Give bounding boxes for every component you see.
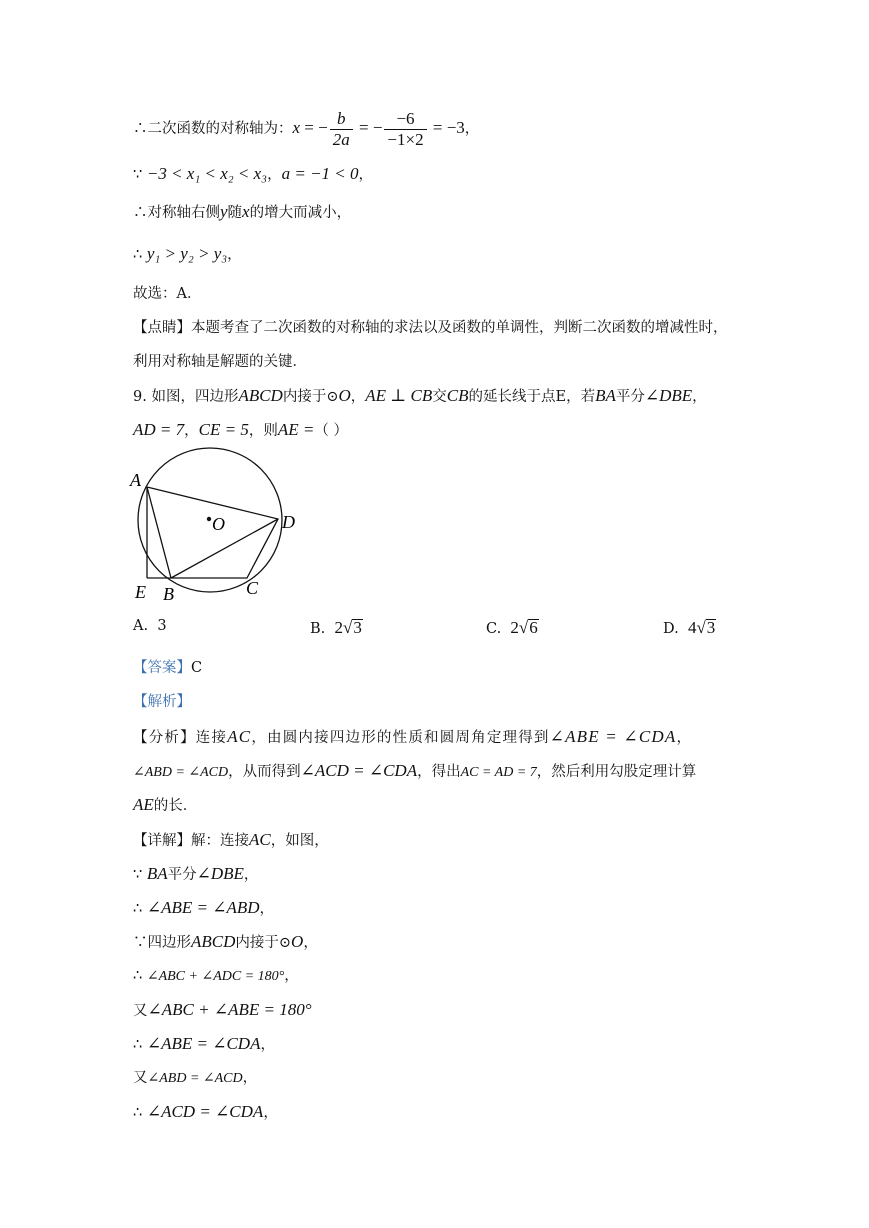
math: ∠ABE = ∠CDA (549, 727, 677, 746)
detail-line-4 (133, 966, 299, 987)
text: 平分 (167, 867, 197, 883)
math: BA (595, 386, 616, 405)
math: ABCD (191, 932, 236, 951)
frac-den: −1×2 (387, 129, 424, 149)
math: AE = (277, 420, 315, 439)
text: ， (243, 867, 259, 883)
analysis-line-1 (133, 727, 692, 748)
text: ，从而得到 (228, 764, 301, 780)
text: ， (350, 389, 366, 405)
label-d: D (282, 512, 295, 532)
math: AE ⊥ CB (365, 386, 433, 405)
label-c: C (246, 578, 259, 598)
text: 内接于⊙ (282, 389, 339, 405)
fraction-b-over-2a (330, 109, 353, 150)
text: ∴二次函数的对称轴为： (133, 121, 293, 137)
analysis-line-2 (133, 761, 696, 783)
text: 的长． (153, 798, 198, 814)
text: ， (260, 1037, 275, 1053)
math: CB (446, 386, 469, 405)
center-dot (207, 517, 211, 521)
detail-line-0 (133, 830, 329, 851)
math-x: x (292, 118, 301, 137)
math: O (338, 386, 351, 405)
text: ∵四边形 (133, 935, 191, 951)
text: ，得出 (417, 764, 461, 780)
math: ∠ABC + ∠ABE = 180° (147, 1000, 312, 1019)
math: = − (300, 118, 328, 137)
detail-line-5 (133, 1000, 312, 1021)
text: 平分 (615, 389, 645, 405)
detail-line-3 (133, 932, 318, 953)
option-d (663, 618, 716, 638)
text: ∴对称轴右侧 (133, 205, 220, 221)
math: ∠ABC + ∠ADC = 180° (146, 969, 285, 984)
text: ∴ (133, 1037, 147, 1053)
answer-line (133, 658, 202, 678)
math: a = −1 < 0 (281, 164, 359, 183)
text: ∴ (133, 247, 147, 263)
monotonic-line (133, 202, 351, 223)
text: ，然后利用勾股定理计算 (536, 764, 697, 780)
math: −3 < x₁ < x₂ < x₃ (146, 164, 268, 183)
option-value: 3 (157, 618, 167, 634)
option-label: D. (663, 621, 679, 637)
text: ∴ (133, 1105, 147, 1121)
math: AE (133, 795, 154, 814)
label-e: E (135, 582, 146, 602)
detail-line-2 (133, 898, 274, 919)
sqrt-sign: √ (342, 618, 353, 637)
detail-line-7 (133, 1068, 257, 1089)
text: 交 (432, 389, 447, 405)
option-label: B. (310, 621, 326, 637)
radicand: 6 (529, 618, 538, 637)
text: ， (263, 1105, 278, 1121)
math: y (220, 202, 228, 221)
math: ∠ABD = ∠ACD (133, 765, 229, 780)
frac-num: −6 (384, 109, 426, 130)
text: 【分析】连接 (133, 730, 228, 746)
detail-line-8 (133, 1102, 278, 1123)
text: 随 (227, 205, 243, 221)
option-a (133, 618, 167, 634)
math: AC (227, 727, 252, 746)
text: 又 (133, 1003, 148, 1019)
math: ∠ACD = ∠CDA (146, 1102, 264, 1121)
math: = −3 (428, 118, 465, 137)
text: ∵ (133, 867, 147, 883)
fraction-neg6 (384, 109, 426, 150)
math: CE = 5 (198, 420, 249, 439)
math: ∠ABD = ∠ACD (147, 1071, 243, 1086)
frac-den: 2a (332, 129, 350, 149)
math: AC = AD = 7 (460, 765, 537, 780)
choice-line: 故选：A． (133, 286, 202, 302)
math: = − (354, 118, 383, 137)
option-c (486, 618, 539, 638)
math: ∠ABE = ∠CDA (146, 1034, 261, 1053)
text: 的延长线于点E，若 (468, 389, 596, 405)
label-o: O (212, 514, 225, 534)
comment-line-2: 利用对称轴是解题的关键． (133, 354, 307, 370)
conclusion-line (133, 244, 242, 265)
answer-value: C (191, 660, 203, 676)
text: ，由圆内接四边形的性质和圆周角定理得到 (251, 730, 550, 746)
text: ∴ (133, 968, 147, 984)
text: ， (284, 968, 299, 984)
condition-line (133, 164, 373, 185)
text: ∴ (133, 901, 147, 917)
radicand: 3 (353, 618, 362, 637)
question-9-line-2 (133, 420, 348, 441)
text: ， (242, 1070, 258, 1086)
detail-line-1 (133, 864, 258, 885)
text: ∵ (133, 167, 147, 183)
coef: 4 (687, 618, 697, 637)
text: ， (267, 167, 282, 183)
radicand: 3 (706, 618, 716, 637)
text: ， (259, 901, 275, 917)
coef: 2 (510, 618, 519, 637)
text: 【详解】解：连接 (133, 833, 249, 849)
math: x (242, 202, 250, 221)
text: （ ） (314, 423, 348, 439)
frac-num: b (330, 109, 353, 130)
text: ， (303, 935, 318, 951)
text: ，如图， (270, 833, 329, 849)
question-9-line-1 (133, 386, 707, 407)
math: O (291, 932, 304, 951)
text: ， (227, 247, 242, 263)
math: ABCD (238, 386, 283, 405)
analysis-tag: 【解析】 (133, 694, 191, 710)
sqrt-sign: √ (696, 618, 706, 637)
label-b: B (163, 584, 174, 604)
option-label: C. (486, 621, 502, 637)
text: ， (464, 121, 480, 137)
option-b (310, 618, 363, 638)
math: ∠ABE = ∠ABD (146, 898, 260, 917)
geometry-figure (125, 440, 325, 610)
math: BA (146, 864, 168, 883)
option-label: A. (133, 618, 149, 634)
math: ∠DBE (196, 864, 244, 883)
math: ∠DBE (644, 386, 693, 405)
text: ，则 (248, 423, 278, 439)
text: 又 (133, 1070, 148, 1086)
text: ， (184, 423, 199, 439)
math: y₁ > y₂ > y₃ (146, 244, 228, 263)
text: 内接于⊙ (235, 935, 292, 951)
symmetry-axis-line (133, 108, 479, 150)
detail-line-6 (133, 1034, 275, 1055)
text: 9. 如图，四边形 (133, 389, 239, 405)
text: ， (358, 167, 374, 183)
math: AD = 7 (133, 420, 185, 439)
text: ， (692, 389, 707, 405)
math: AC (249, 830, 271, 849)
comment-line-1: 【点睛】本题考查了二次函数的对称轴的求法以及函数的单调性，判断二次函数的增减性时， (133, 320, 728, 336)
math: ∠ACD = ∠CDA (300, 761, 418, 780)
coef: 2 (334, 618, 343, 637)
answer-tag: 【答案】 (133, 660, 191, 676)
text: ， (676, 730, 693, 746)
label-a: A (130, 470, 141, 490)
text: 的增大而减小， (249, 205, 352, 221)
analysis-line-3 (133, 795, 197, 816)
sqrt-sign: √ (518, 618, 529, 637)
